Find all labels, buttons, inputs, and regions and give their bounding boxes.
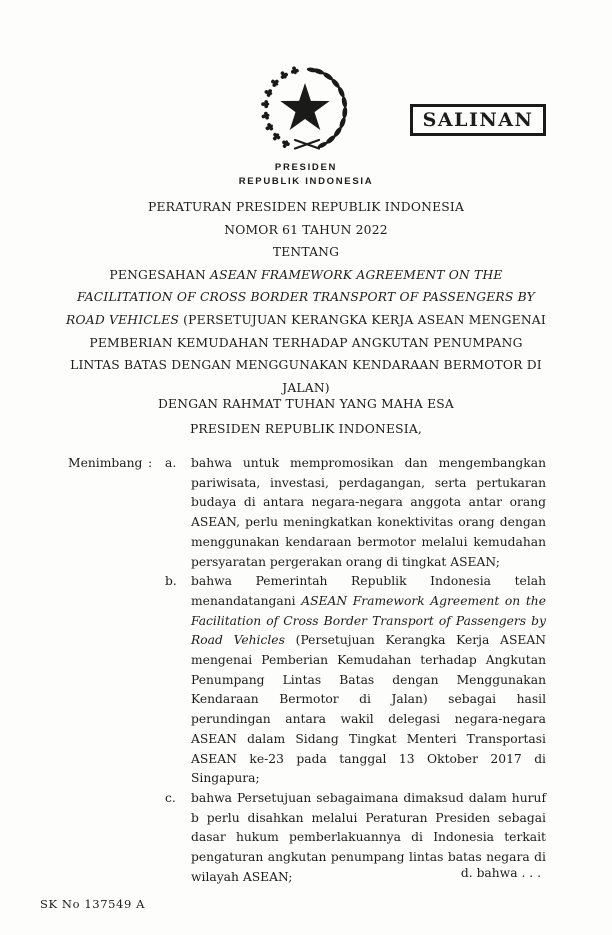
letterhead-office bbox=[0, 161, 612, 188]
sk-registry-number: SK No 137549 A bbox=[40, 897, 146, 911]
consideration-item-b bbox=[68, 572, 546, 789]
considerations-section bbox=[68, 454, 546, 887]
regulation-title-block bbox=[0, 196, 612, 399]
item-b-foreign-agreement-title: ASEAN Framework Agreement on the Facilitation of Cross Border Transport of Passengers by Road Vehicles bbox=[191, 593, 546, 648]
letterhead-office-line1: PRESIDEN bbox=[274, 162, 338, 173]
grace-of-god-line: DENGAN RAHMAT TUHAN YANG MAHA ESA bbox=[158, 397, 454, 411]
spacer-cell bbox=[148, 572, 165, 789]
salinan-stamp-label: SALINAN bbox=[422, 109, 534, 131]
item-letter-b: b. bbox=[165, 574, 177, 589]
regulation-subject bbox=[64, 264, 548, 400]
item-c-segment: bahwa Persetujuan sebagaimana dimaksud dalam huruf b perlu disahkan melalui Peraturan Presiden sebagai dasar hukum pemberlakuannya di Indonesia terkait pengaturan angkutan penumpang lintas batas negara di wilayah ASEAN; bbox=[191, 790, 546, 884]
menimbang-label: Menimbang bbox=[68, 456, 143, 470]
spacer-cell bbox=[68, 572, 148, 789]
menimbang-colon: : bbox=[148, 456, 153, 470]
consideration-item-a bbox=[68, 454, 546, 572]
item-b-segment-1: bahwa Pemerintah Republik Indonesia telah menandatangani bbox=[191, 574, 546, 608]
regulation-number-line: NOMOR 61 TAHUN 2022 bbox=[224, 222, 388, 237]
issuer-line: PRESIDEN REPUBLIK INDONESIA, bbox=[189, 421, 423, 436]
item-b-segment-3: (Persetujuan Kerangka Kerja ASEAN mengenai Pemberian Kemudahan terhadap Angkutan Penumpang Lintas Batas dengan Menggunakan Kendaraan Bermotor di Jalan) sebagai hasil perundingan antara wakil delegasi negara-negara ASEAN dalam Sidang Tingkat Menteri Transportasi ASEAN ke-23 pada tanggal 13 Oktober 2017 di Singapura; bbox=[191, 633, 546, 786]
presidential-star-wreath-seal-icon bbox=[257, 62, 357, 164]
catchword-next-page: d. bahwa . . . bbox=[460, 866, 541, 880]
item-text-a bbox=[191, 454, 546, 572]
subject-translation: (PERSETUJUAN KERANGKA KERJA ASEAN MENGENAI PEMBERIAN KEMUDAHAN TERHADAP ANGKUTAN PENUMPANG LINTAS BATAS DENGAN MENGGUNAKAN KENDARAAN BERMOTOR DI JALAN) bbox=[70, 312, 546, 395]
regulation-type-line: PERATURAN PRESIDEN REPUBLIK INDONESIA bbox=[147, 200, 465, 214]
item-text-b bbox=[191, 572, 546, 789]
salinan-copy-stamp bbox=[410, 104, 546, 136]
subject-foreign-title: ASEAN FRAMEWORK AGREEMENT ON THE FACILITATION OF CROSS BORDER TRANSPORT OF PASSENGERS BY ROAD VEHICLES bbox=[66, 267, 535, 327]
preamble-block bbox=[0, 392, 612, 441]
tentang-line: TENTANG bbox=[272, 245, 340, 260]
item-a-segment: bahwa untuk mempromosikan dan mengembangkan pariwisata, investasi, perdagangan, serta pertukaran budaya di antara negara-negara anggota antar orang ASEAN, perlu meningkatkan konektivitas orang dengan menggunakan kendaraan bermotor melalui kemudahan persyaratan pergerakan orang di tingkat ASEAN; bbox=[191, 456, 546, 569]
item-letter-a: a. bbox=[165, 456, 177, 470]
letterhead-office-line2: REPUBLIK INDONESIA bbox=[238, 175, 374, 187]
subject-prefix: PENGESAHAN bbox=[109, 267, 211, 282]
item-letter-c: c. bbox=[165, 790, 176, 805]
